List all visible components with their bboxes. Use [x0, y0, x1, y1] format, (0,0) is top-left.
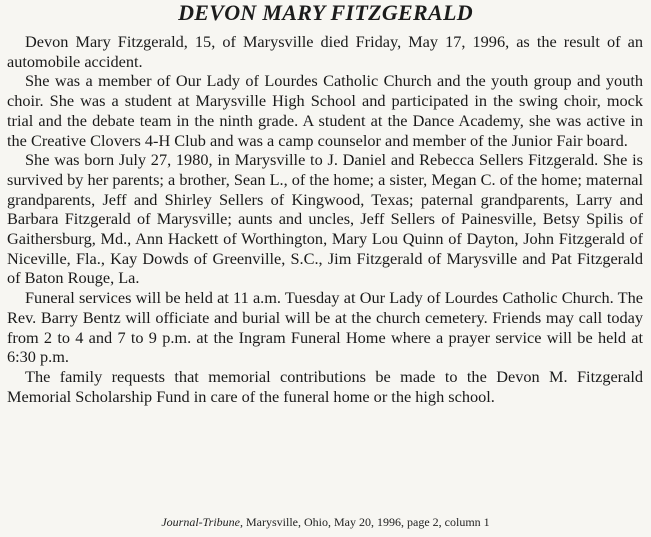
obituary-headline: DEVON MARY FITZGERALD [178, 0, 473, 25]
paragraph-death-notice: Devon Mary Fitzgerald, 15, of Marysville died Friday, May 17, 1996, as the result of an automobile accident. [7, 32, 643, 71]
paragraph-activities: She was a member of Our Lady of Lourdes Catholic Church and the youth group and youth choir. She was a student at Marysville High School and participated in the swing choir, mock trial and the debate team in the ninth grade. A student at the Dance Academy, she was active in the Creative Clovers 4-H Club and was a camp counselor and member of the Junior Fair board. [7, 71, 643, 150]
obituary-body [7, 32, 643, 406]
paragraph-funeral-services: Funeral services will be held at 11 a.m. Tuesday at Our Lady of Lourdes Catholic Church. The Rev. Barry Bentz will officiate and burial will be at the church cemetery. Friends may call today from 2 to 4 and 7 to 9 p.m. at the Ingram Funeral Home where a prayer service will be held at 6:30 p.m. [7, 288, 643, 367]
publication-details: Marysville, Ohio, May 20, 1996, page 2, column 1 [243, 515, 490, 529]
paragraph-memorial-contributions: The family requests that memorial contributions be made to the Devon M. Fitzgerald Memorial Scholarship Fund in care of the funeral home or the high school. [7, 366, 643, 406]
paragraph-survivors: She was born July 27, 1980, in Marysville to J. Daniel and Rebecca Sellers Fitzgerald. She is survived by her parents; a brother, Sean L., of the home; a sister, Megan C. of the home; maternal grandparents, Jeff and Shirley Sellers of Kingwood, Texas; paternal grandparents, Larry and Barbara Fitzgerald of Marysville; aunts and uncles, Jeff Sellers of Painesville, Betsy Spilis of Gaithersburg, Md., Ann Hackett of Worthington, Mary Lou Quinn of Dayton, John Fitzgerald of Niceville, Fla., Kay Dowds of Greenville, S.C., Jim Fitzgerald of Marysville and Pat Fitzgerald of Baton Rouge, La. [7, 150, 643, 288]
publication-name: Journal-Tribune, [161, 515, 244, 529]
source-credit [0, 514, 651, 530]
